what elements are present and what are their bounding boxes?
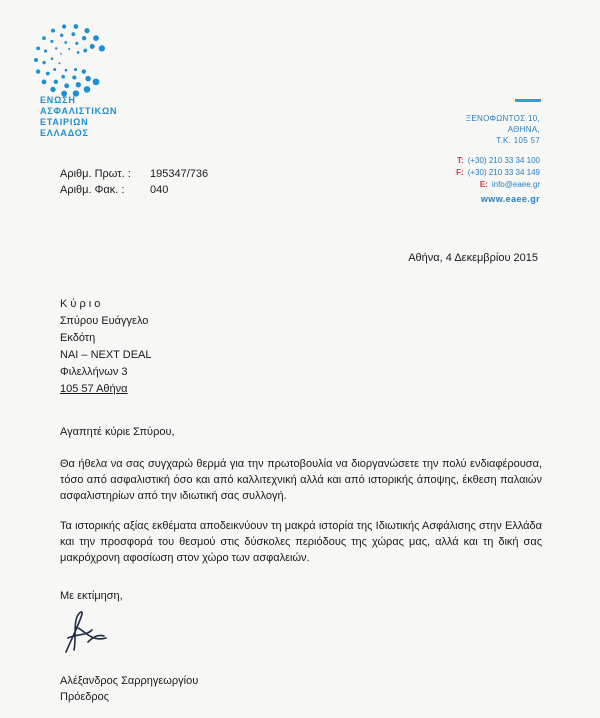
logo-dot <box>74 24 79 29</box>
logo-dot <box>72 75 76 79</box>
contact-fax: F: (+30) 210 33 34 149 <box>456 168 540 177</box>
logo-dot <box>34 58 38 62</box>
logo-dot <box>85 76 91 82</box>
logo-dot <box>90 44 95 49</box>
logo-dot <box>55 47 57 49</box>
closing: Με εκτίμηση, <box>60 590 123 602</box>
logo-dot <box>93 79 100 86</box>
logo-dot <box>53 68 56 71</box>
file-label: Αριθμ. Φακ. : <box>60 184 125 196</box>
org-address: ΞΕΝΟΦΩΝΤΟΣ 10, ΑΘΗΝΑ, Τ.Κ. 105 57 <box>465 114 540 145</box>
accent-bar <box>515 99 541 102</box>
signature <box>58 608 112 658</box>
logo-dot <box>54 80 58 84</box>
body-paragraph: Τα ιστορικής αξίας εκθέματα αποδεικνύουν τη μακρά ιστορία της Ιδιωτικής Ασφάλισης στην Ελλάδα και την προσφορά του θεσμού στις δύσκολες περιόδους της χώρας μας, αλλά και τη δική σας μακρόχρονη αφοσίωση στον χώρο των ασφαλειών. <box>60 520 542 564</box>
logo-dot <box>76 82 81 87</box>
logo-dot <box>82 36 86 40</box>
recipient-title: Κ ύ ρ ι ο <box>60 298 101 310</box>
logo-dot <box>84 86 91 93</box>
contact-phone: T: (+30) 210 33 34 100 <box>457 156 540 165</box>
recipient-role: Εκδότη <box>60 332 96 344</box>
logo-dot <box>60 53 62 55</box>
contact-block <box>456 155 540 191</box>
logo-dot <box>64 41 67 44</box>
logo-dot <box>46 72 50 76</box>
website-link[interactable]: www.eaee.gr <box>480 194 540 204</box>
logo-dot <box>44 50 47 53</box>
eaee-logo <box>32 22 132 104</box>
logo-dot <box>99 45 105 51</box>
logo-dot <box>75 42 78 45</box>
logo-dot <box>64 83 69 88</box>
logo-dot <box>84 28 89 33</box>
contact-email: E: info@eaee.gr <box>479 180 540 189</box>
signer-title: Πρόεδρος <box>60 691 110 703</box>
logo-dot <box>36 69 40 73</box>
logo-dot <box>61 75 65 79</box>
recipient-block <box>60 296 152 398</box>
logo-dot <box>42 61 45 64</box>
logo-dot <box>82 69 86 73</box>
logo-dot <box>50 40 53 43</box>
logo-dot <box>42 79 47 84</box>
recipient-name: Σπύρου Ευάγγελο <box>60 315 149 327</box>
logo-dot <box>74 68 77 71</box>
file-value: 040 <box>150 184 169 196</box>
reference-numbers <box>60 166 208 198</box>
signer-name: Αλέξανδρος Σαρρηγεωργίου <box>60 675 199 687</box>
logo-dot <box>42 36 46 40</box>
logo-dot <box>77 51 80 54</box>
letter-date: Αθήνα, 4 Δεκεμβρίου 2015 <box>408 252 538 264</box>
logo-dot <box>58 62 60 64</box>
recipient-city: 105 57 Αθήνα <box>60 383 128 395</box>
logo-dot <box>60 34 63 37</box>
signer-block <box>60 673 198 705</box>
logo-dot <box>93 35 99 41</box>
recipient-street: Φιλελλήνων 3 <box>60 366 128 378</box>
logo-dot <box>65 69 68 72</box>
recipient-company: ΝΑΙ – NEXT DEAL <box>60 349 152 361</box>
logo-dot <box>83 49 87 53</box>
logo-dot <box>68 48 70 50</box>
body-paragraph: Θα ήθελα να σας συγχαρώ θερμά για την πρωτοβουλία να διοργανώσετε την πολύ ενδιαφέρουσα, τόσο από ασφαλιστική όσο και από καλλιτεχνική αλλά και από ιστορικής άποψης, έκθεση παλαιών ασφαλιστηρίων από την ιδιωτική σας συλλογή. <box>60 458 542 502</box>
logo-dot <box>51 29 55 33</box>
logo-dot <box>51 57 54 60</box>
salutation: Αγαπητέ κύριε Σπύρου, <box>60 426 175 438</box>
org-name: ΕΝΩΣΗ ΑΣΦΑΛΙΣΤΙΚΩΝ ΕΤΑΙΡΙΩΝ ΕΛΛΑΔΟΣ <box>40 95 118 138</box>
logo-dot <box>62 24 66 28</box>
logo-dot <box>36 47 40 51</box>
protocol-label: Αριθμ. Πρωτ. : <box>60 168 131 180</box>
logo-dot <box>71 32 75 36</box>
protocol-value: 195347/736 <box>150 168 209 180</box>
logo-dot <box>50 87 55 92</box>
